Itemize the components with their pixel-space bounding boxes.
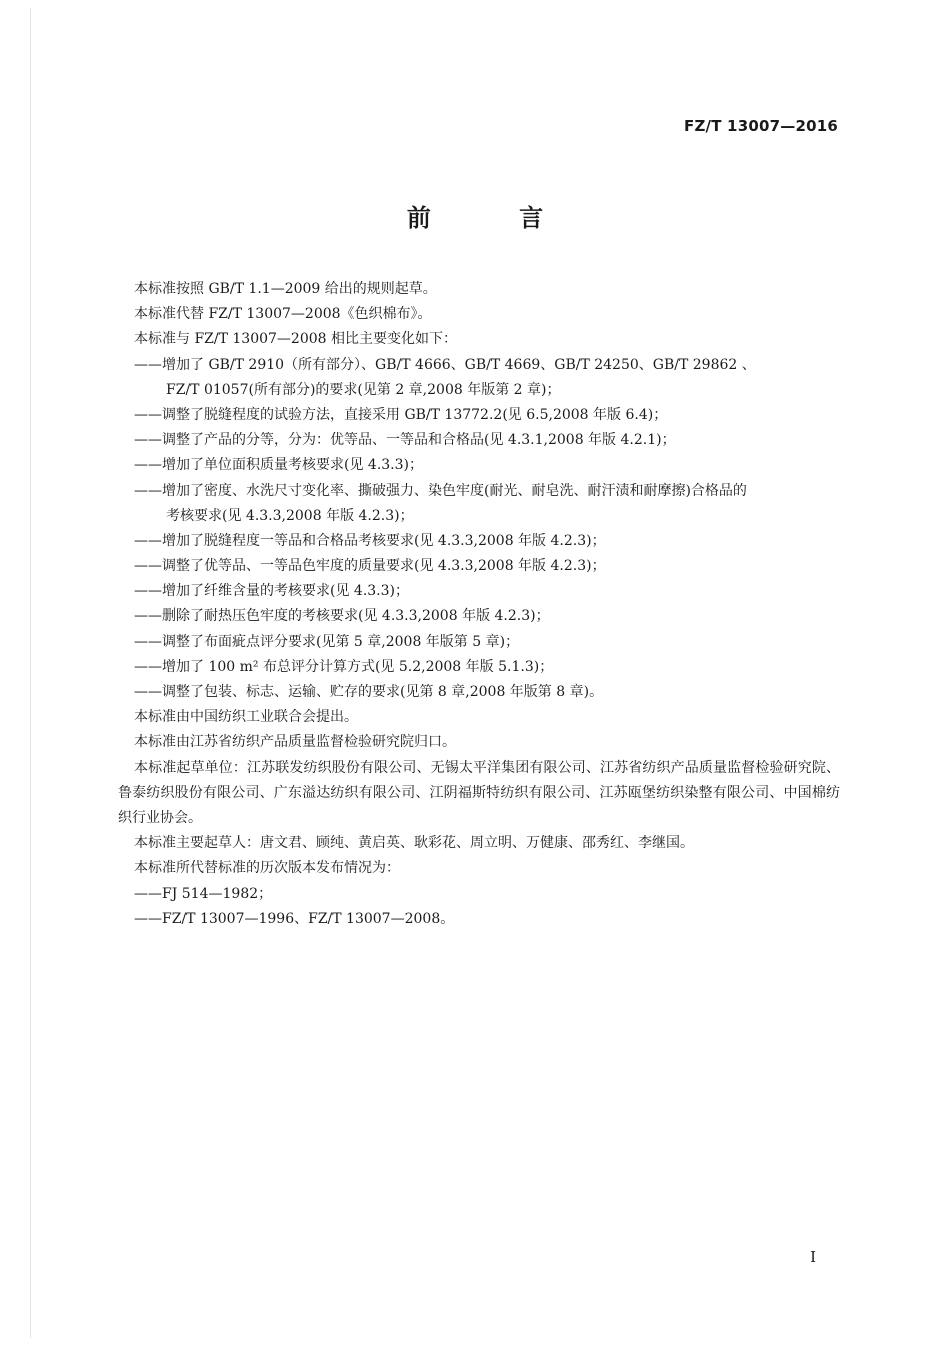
page-title: 前 言 (406, 204, 584, 232)
change-item: ——增加了单位面积质量考核要求(见 4.3.3)； (134, 457, 423, 474)
change-item: ——删除了耐热压色牢度的考核要求(见 4.3.3,2008 年版 4.2.3)； (134, 608, 550, 625)
history-item: ——FZ/T 13007—1996、FZ/T 13007—2008。 (134, 910, 455, 927)
paragraph-changes-intro: 本标准与 FZ/T 13007—2008 相比主要变化如下： (134, 331, 458, 348)
change-item: ——调整了布面疵点评分要求(见第 5 章,2008 年版第 5 章)； (134, 633, 520, 650)
change-item: ——调整了包装、标志、运输、贮存的要求(见第 8 章,2008 年版第 8 章)。 (134, 684, 604, 700)
change-item: ——调整了优等品、一等品色牢度的质量要求(见 4.3.3,2008 年版 4.2.3)； (134, 558, 606, 575)
standard-code: FZ/T 13007—2016 (684, 117, 838, 135)
paragraph-replaces: 本标准代替 FZ/T 13007—2008《色织棉布》。 (134, 306, 432, 323)
preface-body (118, 277, 840, 932)
paragraph-history-intro: 本标准所代替标准的历次版本发布情况为： (134, 860, 400, 877)
change-item: ——调整了脱缝程度的试验方法，直接采用 GB/T 13772.2(见 6.5,2008 年版 6.4)； (134, 406, 668, 423)
change-item: ——增加了 GB/T 2910（所有部分）、GB/T 4666、GB/T 4669、GB/T 24250、GB/T 29862 、 (134, 356, 756, 373)
paragraph-drafting-rules: 本标准按照 GB/T 1.1—2009 给出的规则起草。 (134, 281, 437, 297)
change-item-continuation: FZ/T 01057(所有部分)的要求(见第 2 章,2008 年版第 2 章)； (166, 381, 561, 398)
paragraph-proposed-by: 本标准由中国纺织工业联合会提出。 (134, 709, 358, 726)
paragraph-drafters: 本标准主要起草人：唐文君、顾纯、黄启英、耿彩花、周立明、万健康、邵秀红、李继国。 (134, 835, 694, 852)
paragraph-managed-by: 本标准由江苏省纺织产品质量监督检验研究院归口。 (134, 734, 456, 751)
paragraph-drafting-units: 本标准起草单位：江苏联发纺织股份有限公司、无锡太平洋集团有限公司、江苏省纺织产品质量监督检验研究院、鲁泰纺织股份有限公司、广东溢达纺织有限公司、江阴福斯特纺织有限公司、江苏瓯堡纺织染整有限公司、中国棉纺织行业协会。 (118, 759, 840, 826)
page-number: I (810, 1248, 816, 1266)
change-item: ——增加了脱缝程度一等品和合格品考核要求(见 4.3.3,2008 年版 4.2.3)； (134, 532, 606, 549)
history-item: ——FJ 514—1982； (134, 885, 273, 902)
change-item: ——增加了密度、水洗尺寸变化率、撕破强力、染色牢度(耐光、耐皂洗、耐汗渍和耐摩擦)合格品的 (134, 482, 747, 499)
change-item: ——增加了 100 m² 布总评分计算方式(见 5.2,2008 年版 5.1.3)； (134, 658, 554, 675)
change-item-continuation: 考核要求(见 4.3.3,2008 年版 4.2.3)； (166, 507, 414, 524)
change-item: ——增加了纤维含量的考核要求(见 4.3.3)； (134, 583, 409, 600)
change-item: ——调整了产品的分等，分为：优等品、一等品和合格品(见 4.3.1,2008 年版 4.2.1)； (134, 432, 676, 449)
